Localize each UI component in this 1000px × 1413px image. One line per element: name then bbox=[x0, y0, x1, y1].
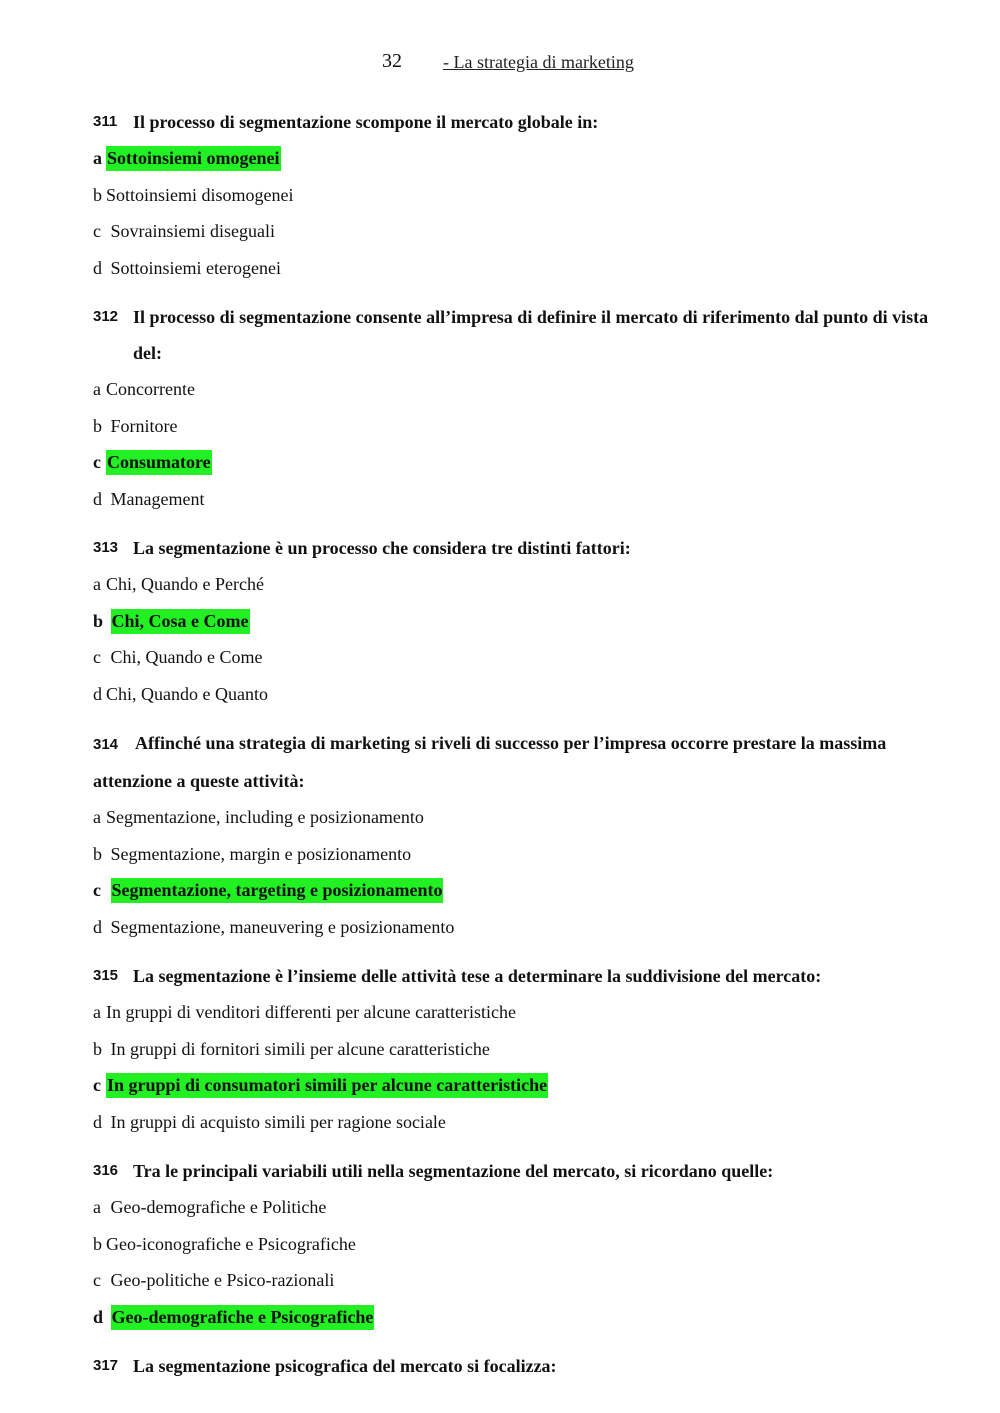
question-317 bbox=[93, 1348, 943, 1384]
answer-option bbox=[93, 250, 943, 287]
question-314 bbox=[93, 725, 943, 945]
answer-option bbox=[93, 994, 943, 1031]
question-text: Affinché una strategia di marketing si riveli di successo per l’impresa occorre prestare la massima attenzione a queste attività: bbox=[93, 733, 887, 791]
chapter-title: - La strategia di marketing bbox=[443, 52, 634, 72]
answer-option bbox=[93, 676, 943, 713]
question-text: Il processo di segmentazione scompone il mercato globale in: bbox=[133, 112, 599, 132]
question-312 bbox=[93, 299, 943, 517]
answer-option bbox=[93, 213, 943, 250]
answer-option bbox=[93, 1067, 943, 1104]
question-316 bbox=[93, 1153, 943, 1335]
question-number: 317 bbox=[93, 1357, 119, 1374]
question-heading bbox=[93, 104, 943, 140]
option-letter: d bbox=[93, 1306, 104, 1327]
question-text: La segmentazione psicografica del mercato si focalizza: bbox=[133, 1356, 557, 1376]
question-text: La segmentazione è l’insieme delle attività tese a determinare la suddivisione del mercato: bbox=[133, 966, 822, 986]
answer-option bbox=[93, 1299, 943, 1336]
option-text: Geo-iconografiche e Psicografiche bbox=[106, 1233, 356, 1254]
option-text: Segmentazione, including e posizionamento bbox=[106, 807, 424, 827]
question-number: 311 bbox=[93, 113, 118, 130]
answer-option bbox=[93, 371, 943, 408]
question-text: La segmentazione è un processo che considera tre distinti fattori: bbox=[133, 538, 631, 558]
option-letter: d bbox=[93, 1111, 102, 1132]
question-number: 316 bbox=[93, 1162, 119, 1179]
answer-option bbox=[93, 140, 943, 177]
option-text: In gruppi di consumatori simili per alcune caratteristiche bbox=[106, 1073, 548, 1098]
option-letter: b bbox=[93, 415, 102, 436]
option-text: In gruppi di acquisto simili per ragione sociale bbox=[110, 1111, 446, 1132]
option-letter: a bbox=[93, 148, 102, 168]
option-text: In gruppi di venditori differenti per alcune caratteristiche bbox=[106, 1002, 517, 1022]
answer-option bbox=[93, 1031, 943, 1068]
option-text: Fornitore bbox=[110, 415, 178, 436]
option-letter: a bbox=[93, 1002, 101, 1022]
question-heading bbox=[93, 958, 943, 994]
answer-option bbox=[93, 909, 943, 946]
option-letter: d bbox=[93, 257, 102, 278]
option-text: Segmentazione, margin e posizionamento bbox=[110, 843, 412, 864]
question-heading bbox=[93, 1348, 943, 1384]
option-letter: d bbox=[93, 488, 102, 509]
option-letter: d bbox=[93, 916, 102, 937]
option-letter: c bbox=[93, 880, 101, 900]
question-311 bbox=[93, 104, 943, 286]
option-text: Sottoinsiemi disomogenei bbox=[106, 184, 294, 205]
option-text: In gruppi di fornitori simili per alcune caratteristiche bbox=[110, 1038, 490, 1059]
option-text: Consumatore bbox=[106, 450, 212, 475]
question-number: 312 bbox=[93, 308, 119, 325]
option-letter: b bbox=[93, 1038, 102, 1059]
page-header bbox=[0, 50, 1000, 78]
option-text: Geo-demografiche e Psicografiche bbox=[111, 1305, 375, 1330]
option-letter: b bbox=[93, 184, 102, 205]
question-list bbox=[93, 104, 943, 1397]
answer-option bbox=[93, 836, 943, 873]
option-letter: a bbox=[93, 574, 101, 594]
option-letter: c bbox=[93, 647, 101, 667]
question-number: 315 bbox=[93, 967, 119, 984]
option-text: Segmentazione, maneuvering e posizionamento bbox=[110, 916, 455, 937]
option-letter: c bbox=[93, 1270, 101, 1290]
option-text: Chi, Cosa e Come bbox=[111, 609, 250, 634]
option-letter: a bbox=[93, 1197, 101, 1217]
option-letter: a bbox=[93, 379, 101, 399]
option-text: Geo-politiche e Psico-razionali bbox=[110, 1270, 335, 1290]
question-number: 313 bbox=[93, 539, 119, 556]
question-heading bbox=[93, 1153, 943, 1189]
option-text: Chi, Quando e Quanto bbox=[106, 683, 268, 704]
option-text: Chi, Quando e Come bbox=[110, 647, 263, 667]
question-number: 314 bbox=[93, 736, 119, 753]
option-text: Concorrente bbox=[106, 379, 195, 399]
answer-option bbox=[93, 1189, 943, 1226]
option-text: Geo-demografiche e Politiche bbox=[110, 1197, 327, 1217]
question-heading bbox=[93, 725, 943, 799]
option-letter: b bbox=[93, 610, 104, 631]
answer-option bbox=[93, 177, 943, 214]
answer-option bbox=[93, 639, 943, 676]
option-letter: b bbox=[93, 1233, 102, 1254]
option-letter: c bbox=[93, 452, 101, 472]
option-text: Sottoinsiemi omogenei bbox=[106, 146, 281, 171]
option-letter: b bbox=[93, 843, 102, 864]
answer-option bbox=[93, 408, 943, 445]
question-heading bbox=[93, 530, 943, 566]
option-text: Sovrainsiemi diseguali bbox=[110, 221, 275, 241]
answer-option bbox=[93, 1262, 943, 1299]
answer-option bbox=[93, 444, 943, 481]
option-text: Management bbox=[110, 488, 205, 509]
answer-option bbox=[93, 1104, 943, 1141]
option-letter: d bbox=[93, 683, 102, 704]
answer-option bbox=[93, 1226, 943, 1263]
answer-option bbox=[93, 481, 943, 518]
option-letter: c bbox=[93, 1075, 101, 1095]
option-text: Sottoinsiemi eterogenei bbox=[110, 257, 281, 278]
question-text: Tra le principali variabili utili nella segmentazione del mercato, si ricordano quelle: bbox=[133, 1161, 774, 1181]
answer-option bbox=[93, 872, 943, 909]
option-text: Chi, Quando e Perché bbox=[106, 574, 264, 594]
question-heading bbox=[93, 299, 943, 371]
option-letter: a bbox=[93, 807, 101, 827]
answer-option bbox=[93, 799, 943, 836]
question-315 bbox=[93, 958, 943, 1140]
option-text: Segmentazione, targeting e posizionamento bbox=[111, 878, 444, 903]
option-letter: c bbox=[93, 221, 101, 241]
question-313 bbox=[93, 530, 943, 712]
page-number: 32 bbox=[382, 50, 402, 72]
answer-option bbox=[93, 603, 943, 640]
answer-option bbox=[93, 566, 943, 603]
question-text: Il processo di segmentazione consente all’impresa di definire il mercato di riferimento dal punto di vista del: bbox=[133, 307, 929, 363]
